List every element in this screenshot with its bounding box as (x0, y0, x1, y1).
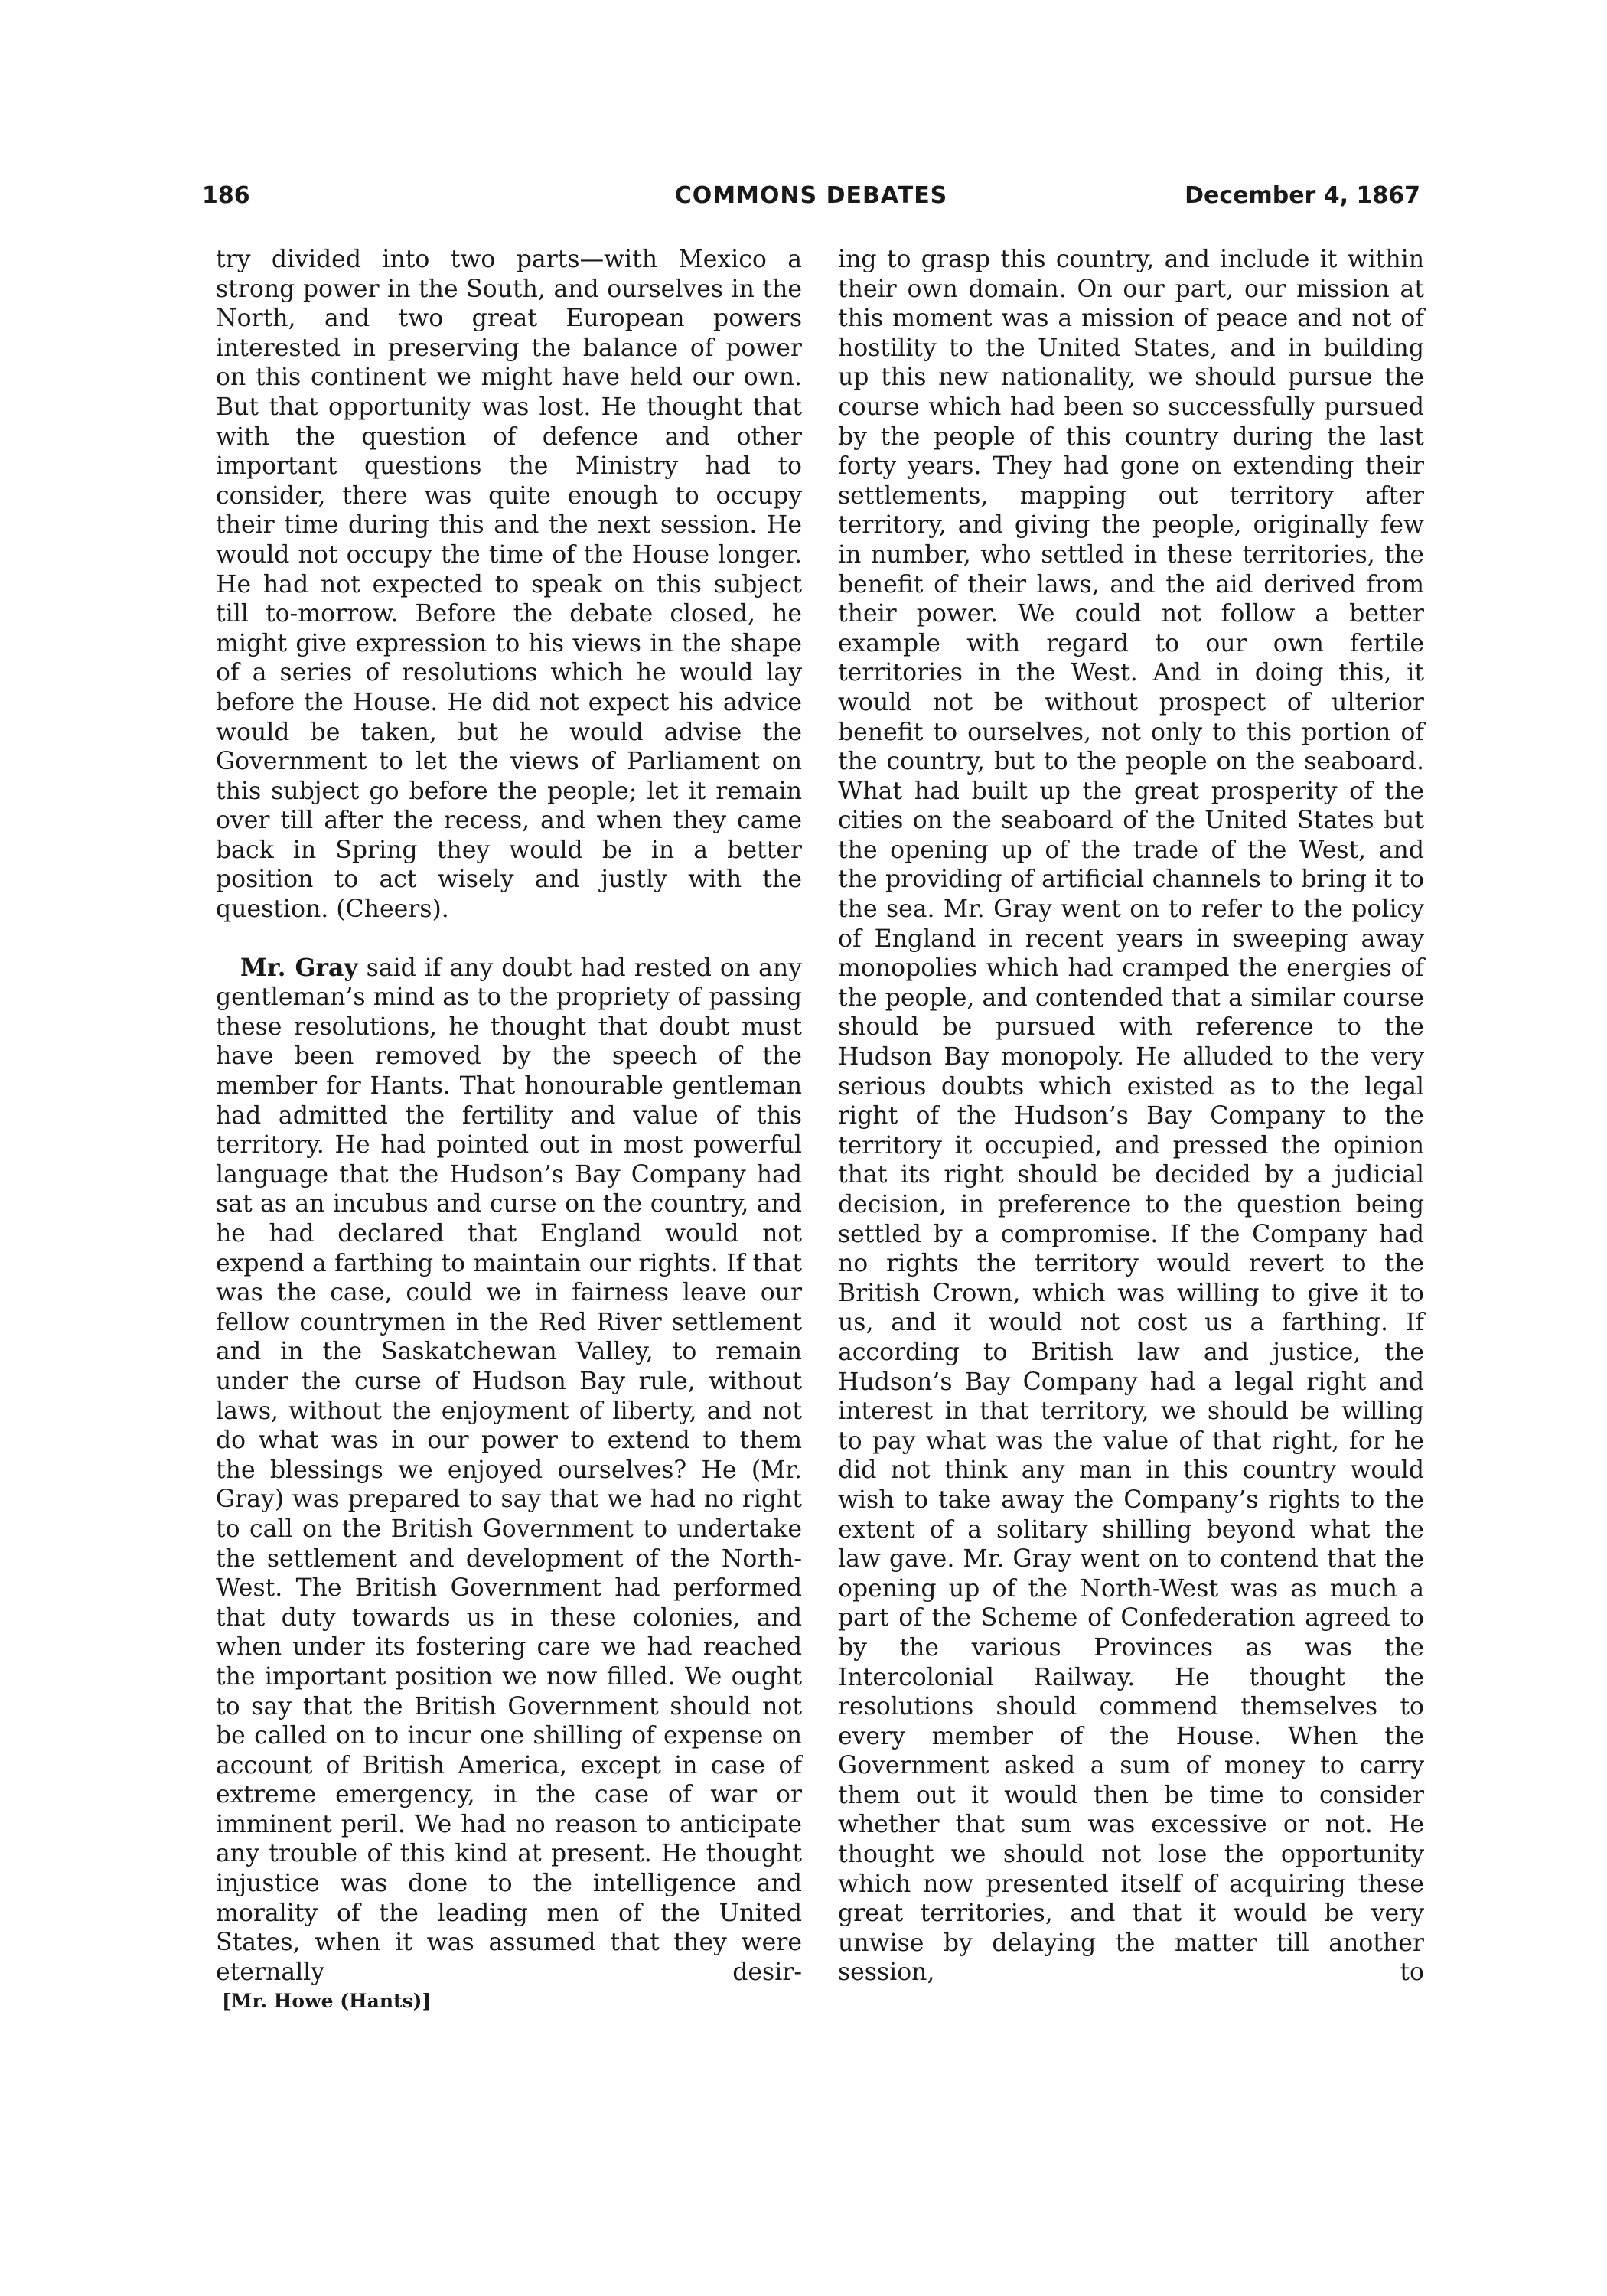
footer-speaker-note: [Mr. Howe (Hants)] (222, 1990, 432, 2012)
page-header (202, 182, 1420, 220)
page-number: 186 (202, 182, 250, 209)
right-column (838, 245, 1424, 1988)
page-date: December 4, 1867 (1185, 182, 1420, 209)
publication-title: COMMONS DEBATES (674, 182, 948, 209)
speaker-name: Mr. Gray (240, 953, 358, 982)
right-paragraph-1: ing to grasp this country, and include it within their own domain. On our part, our mission at this moment was a mission of peace and not of hostility to the United States, and in building up this new nationality, we should pursue the course which had been so successfully pursued by the people of this country during the last forty years. They had gone on extending their settlements, mapping out territory after territory, and giving the people, originally few in number, who settled in these territories, the benefit of their laws, and the aid derived from their power. We could not follow a better example with regard to our own fertile territories in the West. And in doing this, it would not be without prospect of ulterior benefit to ourselves, not only to this portion of the country, but to the people on the seaboard. What had built up the great prosperity of the cities on the seaboard of the United States but the opening up of the trade of the West, and the providing of artificial channels to bring it to the sea. Mr. Gray went on to refer to the policy of England in recent years in sweeping away monopolies which had cramped the energies of the people, and contended that a similar course should be pursued with reference to the Hudson Bay monopoly. He alluded to the very serious doubts which existed as to the legal right of the Hudson’s Bay Company to the territory it occupied, and pressed the opinion that its right should be decided by a judicial decision, in preference to the question being settled by a compromise. If the Company had no rights the territory would revert to the British Crown, which was willing to give it to us, and it would not cost us a farthing. If according to British law and justice, the Hudson’s Bay Company had a legal right and interest in that territory, we should be willing to pay what was the value of that right, for he did not think any man in this country would wish to take away the Company’s rights to the extent of a solitary shilling beyond what the law gave. Mr. Gray went on to contend that the opening up of the North-West was as much a part of the Scheme of Confederation agreed to by the various Provinces as was the Intercolonial Railway. He thought the resolutions should commend themselves to every member of the House. When the Government asked a sum of money to carry them out it would then be time to consider whether that sum was excessive or not. He thought we should not lose the opportunity which now presented itself of acquiring these great territories, and that it would be very unwise by delaying the matter till another session, to (838, 246, 1424, 1987)
left-paragraph-1: try divided into two parts—with Mexico a strong power in the South, and ourselves in the North, and two great European powers interested in preserving the balance of power on this continent we might have held our own. But that opportunity was lost. He thought that with the question of defence and other important questions the Ministry had to consider, there was quite enough to occupy their time during this and the next session. He would not occupy the time of the House longer. He had not expected to speak on this subject till to-morrow. Before the debate closed, he might give expression to his views in the shape of a series of resolutions which he would lay before the House. He did not expect his advice would be taken, but he would advise the Government to let the views of Parliament on this subject go before the people; let it remain over till after the recess, and when they came back in Spring they would be in a better position to act wisely and justly with the question. (Cheers). (216, 246, 802, 924)
left-paragraph-2 (216, 954, 802, 1988)
left-paragraph-2-text: said if any doubt had rested on any gentleman’s mind as to the propriety of passing these resolutions, he thought that doubt must have been removed by the speech of the member for Hants. That honourable gentleman had admitted the fertility and value of this territory. He had pointed out in most powerful language that the Hudson’s Bay Company had sat as an incubus and curse on the country, and he had declared that England would not expend a farthing to maintain our rights. If that was the case, could we in fairness leave our fellow countrymen in the Red River settlement and in the Saskatchewan Valley, to remain under the curse of Hudson Bay rule, without laws, without the enjoyment of liberty, and not do what was in our power to extend to them the blessings we enjoyed ourselves? He (Mr. Gray) was prepared to say that we had no right to call on the British Government to undertake the settlement and development of the North-West. The British Government had performed that duty towards us in these colonies, and when under its fostering care we had reached the important position we now filled. We ought to say that the British Government should not be called on to incur one shilling of expense on account of British America, except in case of extreme emergency, in the case of war or imminent peril. We had no reason to anticipate any trouble of this kind at present. He thought injustice was done to the intelligence and morality of the leading men of the United States, when it was assumed that they were eternally desir- (216, 954, 802, 1986)
left-column (216, 245, 802, 1987)
